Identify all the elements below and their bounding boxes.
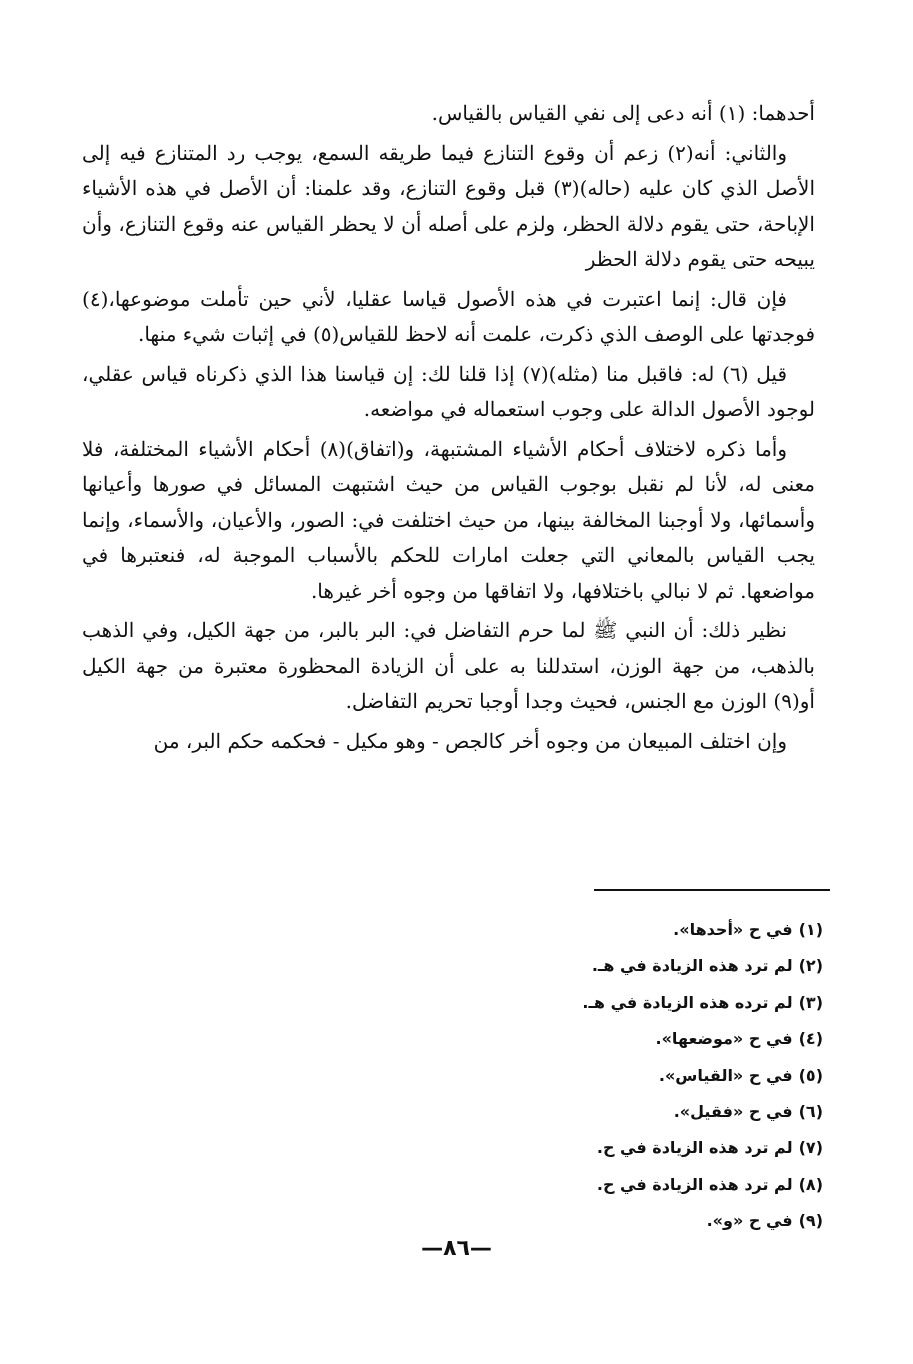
page-number: —٨٦— [421,1236,492,1261]
footnote-number: (٦) [798,1101,823,1121]
footnote [300,1130,823,1166]
footnote-text: في ح «و». [706,1211,793,1231]
footnote [300,1094,823,1130]
footnote-text: في ح «القياس». [658,1065,793,1085]
footnote [300,948,823,984]
footnotes [300,912,823,1240]
paragraph: فإن قال: إنما اعتبرت في هذه الأصول قياسا عقليا، لأني حين تأملت موضوعها،(٤) فوجدتها على الوصف الذي ذكرت، علمت أنه لاحظ للقياس(٥) في إثبات شيء منها. [82,286,815,346]
footnote-number: (٥) [798,1065,823,1085]
footnote-text: في ح «أحدها». [673,920,793,939]
footnote-number: (٧) [798,1138,823,1158]
footnote-text: لم ترد هذه الزيادة في هـ. [591,956,793,976]
main-text [82,96,815,763]
footnote-text: لم ترد هذه الزيادة في ح. [596,1138,793,1158]
footnote-number: (٩) [798,1211,823,1231]
footnote [300,1021,823,1057]
paragraph: أحدهما: (١) أنه دعى إلى نفي القياس بالقياس. [431,101,815,125]
footnote-text: في ح «موضعها». [655,1029,793,1049]
footnote-number: (١) [798,920,823,939]
paragraph: وإن اختلف المبيعان من وجوه أخر كالجص - وهو مكيل - فحكمه حكم البر، من [153,728,787,753]
paragraph: والثاني: أنه(٢) زعم أن وقوع التنازع فيما طريقه السمع، يوجب رد المتنازع فيه إلى الأصل الذي كان عليه (حاله)(٣) قبل وقوع التنازع، وقد علمنا: أن الأصل في هذه الأشياء الإباحة، حتى يقوم دلالة الحظر، ولزم على أصله أن لا يحظر القياس عنه وقوع التنازع، وأن يبيحه حتى يقوم دلالة الحظر [82,140,816,271]
footnote-text: في ح «فقيل». [673,1101,793,1121]
paragraph: قيل (٦) له: فاقبل منا (مثله)(٧) إذا قلنا لك: إن قياسنا هذا الذي ذكرناه قياس عقلي، لوجود الأصول الدالة على وجوب استعماله في مواضعه. [82,361,815,421]
footnote-text: لم ترده هذه الزيادة في هـ. [582,992,793,1012]
footnote [300,985,823,1021]
footnote-number: (٨) [798,1174,823,1194]
paragraph: نظير ذلك: أن النبي ﷺ لما حرم التفاضل في: البر بالبر، من جهة الكيل، وفي الذهب بالذهب، من جهة الوزن، استدللنا به على أن الزيادة المحظورة معتبرة من جهة الكيل أو(٩) الوزن مع الجنس، فحيث وجدا أوجبا تحريم التفاضل. [82,618,815,713]
footnote [300,1058,823,1094]
footnote [300,1167,823,1203]
footnote-separator [594,889,830,891]
footnote-number: (٤) [798,1029,823,1049]
footnote [300,912,823,948]
footnote-number: (٢) [798,956,823,976]
footnote-text: لم ترد هذه الزيادة في ح. [596,1174,793,1194]
footnote-number: (٣) [798,992,823,1012]
paragraph: وأما ذكره لاختلاف أحكام الأشياء المشتبهة، و(اتفاق)(٨) أحكام الأشياء المختلفة، فلا معنى له، لأنا لم نقبل بوجوب القياس من حيث اشتبهت المسائل في صورها وأعيانها وأسمائها، ولا أوجبنا المخالفة بينها، من حيث اختلفت في: الصور، والأعيان، والأسماء، وإنما يجب القياس بالمعاني التي جعلت امارات للحكم بالأسباب الموجبة له، فنعتبرها في مواضعها. ثم لا نبالي باختلافها، ولا اتفاقها من وجوه أخر غيرها. [82,436,815,603]
footnote [300,1203,823,1239]
